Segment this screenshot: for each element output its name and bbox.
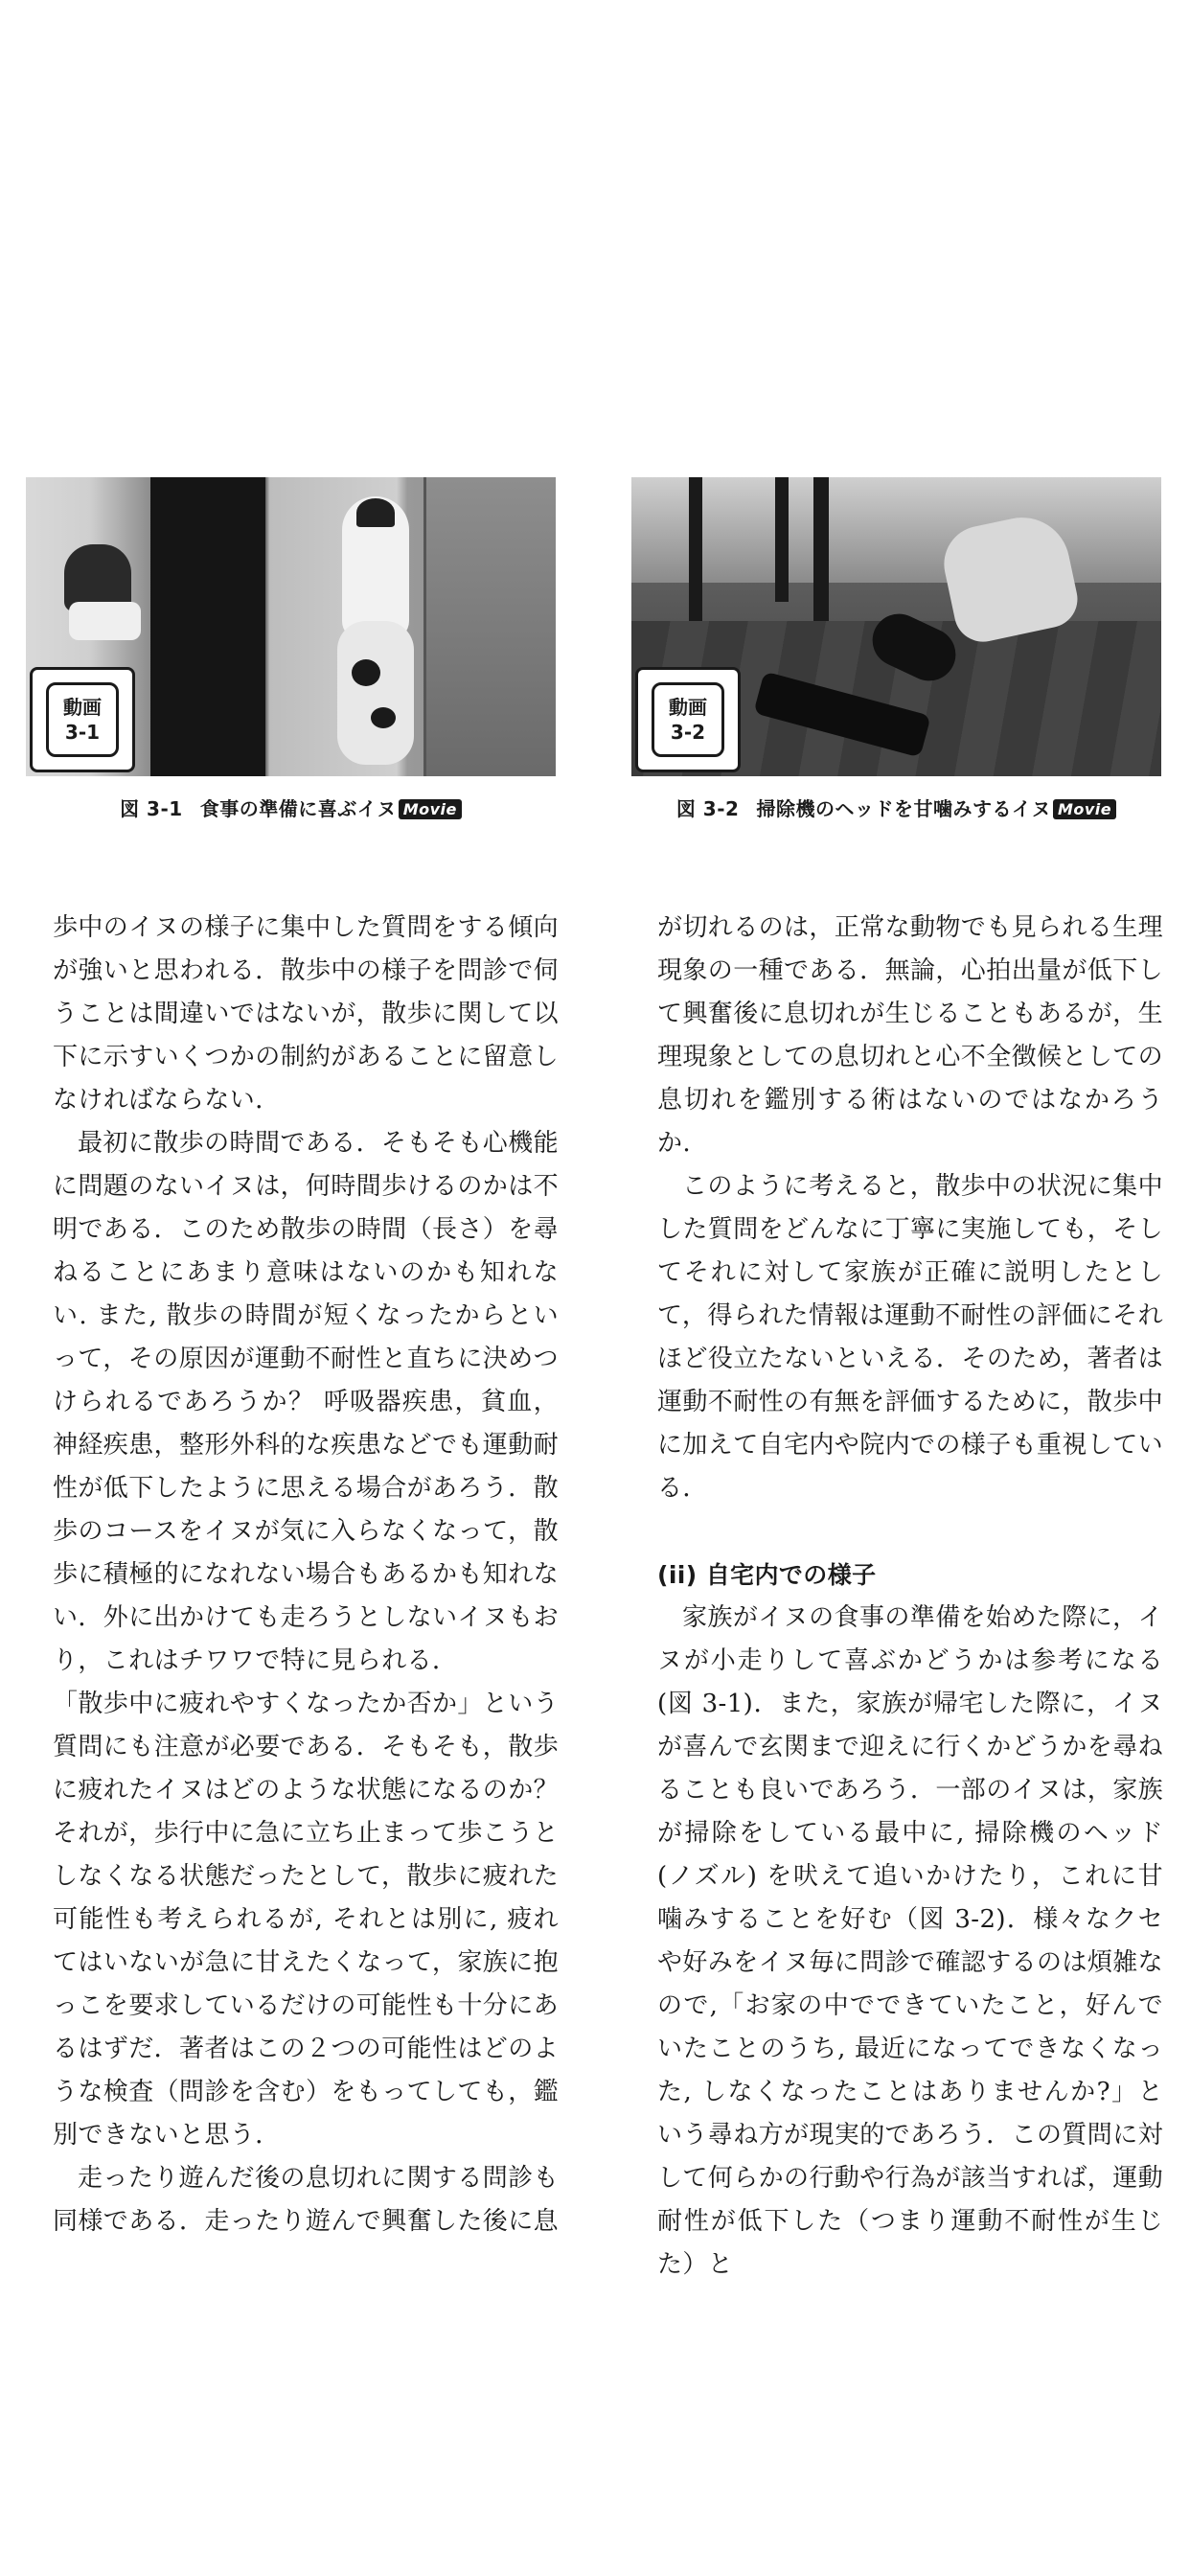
video-badge-label (46, 682, 119, 757)
figure-photo-dog-vacuum[interactable] (631, 477, 1161, 776)
video-badge-text: 動画 (63, 696, 102, 719)
photo-dog-spot (352, 659, 380, 686)
paragraph: 「散歩中に疲れやすくなったか否か」という質問にも注意が必要である．そもそも，散歩に疲れたイヌはどのような状態になるのか？ それが，歩行中に急に立ち止まって歩こうとしなくなる状態だったとして，散歩に疲れた可能性も考えられるが, それとは別に, 疲れてはいないが急に甘えたくなって，家族に抱っこを要求しているだけの可能性も十分にあるはずだ．著者はこの２つの可能性はどのような検査（問診を含む）をもってしても，鑑別できないと思う． (53, 1690, 560, 2150)
figure-number: 図 3-2 (675, 797, 740, 820)
video-badge-3-2[interactable] (635, 667, 741, 772)
photo-chair-legs (631, 477, 1161, 583)
figure-caption (631, 794, 1161, 821)
section-spacer (657, 1510, 1163, 1553)
photo-chair-leg (813, 477, 829, 640)
photo-person-legs (150, 477, 265, 776)
movie-icon[interactable]: Movie (1053, 799, 1116, 819)
figure-caption-text: 食事の準備に喜ぶイヌ (199, 797, 397, 820)
paragraph: 最初に散歩の時間である．そもそも心機能に問題のないイヌは，何時間歩けるのかは不明である．このため散歩の時間（長さ）を尋ねることにあまり意味はないのかも知れない. また, 散歩の時間が短くなったからといって，その原因が運動不耐性と直ちに決めつけられるであろうか？ 呼吸器疾患，貧血，神経疾患，整形外科的な疾患などでも運動耐性が低下したように思える場合があろう．散歩のコースをイヌが気に入らなくなって，散歩に積極的になれない場合もあるかも知れない．外に出かけても走ろうとしないイヌもおり，これはチワワで特に見られる． (53, 1129, 560, 1675)
figure-caption (26, 794, 556, 821)
video-badge-text: 動画 (669, 696, 707, 719)
paragraph: 歩中のイヌの様子に集中した質問をする傾向が強いと思われる．散歩中の様子を問診で伺うことは間違いではないが，散歩に関して以下に示すいくつかの制約があることに留意しなければならない． (53, 913, 560, 1115)
video-badge-number: 3-1 (64, 721, 101, 744)
text-column-right (657, 907, 1163, 2287)
paragraph: このように考えると，散歩中の状況に集中した質問をどんなに丁寧に実施しても，そしてそれに対して家族が正確に説明したとして，得られた情報は運動不耐性の評価にそれほど役立たないといえる．そのため，著者は運動不耐性の有無を評価するために，散歩中に加えて自宅内や院内での様子も重視している． (657, 1172, 1164, 1503)
photo-chair-leg (689, 477, 702, 621)
video-badge-3-1[interactable] (30, 667, 135, 772)
section-heading: (ii) 自宅内での様子 (657, 1561, 877, 1589)
figure-number: 図 3-1 (120, 797, 183, 820)
photo-dog-ears (356, 498, 395, 527)
text-column-left (53, 907, 559, 2243)
paragraph: 走ったり遊んだ後の息切れに関する問診も同様である．走ったり遊んで興奮した後に息 (53, 2164, 560, 2236)
video-badge-label (652, 682, 724, 757)
movie-icon[interactable]: Movie (399, 799, 462, 819)
figure-3-1 (26, 477, 556, 821)
photo-kitchen-cabinet (423, 477, 556, 776)
paragraph: 家族がイヌの食事の準備を始めた際に，イヌが小走りして喜ぶかどうかは参考になる (図 3-1)．また，家族が帰宅した際に，イヌが喜んで玄関まで迎えに行くかどうかを尋ねることも良いであろう．一部のイヌは，家族が掃除をしている最中に, 掃除機のヘッド (ノズル) を吠えて追いかけたり，これに甘噛みすることを好む（図 3-2)．様々なクセや好みをイヌ毎に問診で確認するのは煩雑なので,「お家の中でできていたこと，好んでいたことのうち, 最近になってできなくなった, しなくなったことはありませんか?」という尋ね方が現実的であろう．この質問に対して何らかの行動や行為が該当すれば，運動耐性が低下した（つまり運動不耐性が生じた）と (657, 1603, 1164, 2279)
photo-small-dog-coat (69, 602, 141, 640)
figure-photo-dog-food[interactable] (26, 477, 556, 776)
figure-3-2 (631, 477, 1161, 821)
photo-chair-leg (775, 477, 789, 602)
paragraph: が切れるのは，正常な動物でも見られる生理現象の一種である．無論，心拍出量が低下して興奮後に息切れが生じることもあるが，生理現象としての息切れと心不全徴候としての息切れを鑑別する術はないのではなかろうか. (657, 913, 1164, 1158)
video-badge-number: 3-2 (670, 721, 706, 744)
photo-dog-spot (371, 707, 396, 728)
figure-caption-text: 掃除機のヘッドを甘噛みするイヌ (756, 797, 1051, 820)
photo-dog-body (337, 621, 414, 765)
